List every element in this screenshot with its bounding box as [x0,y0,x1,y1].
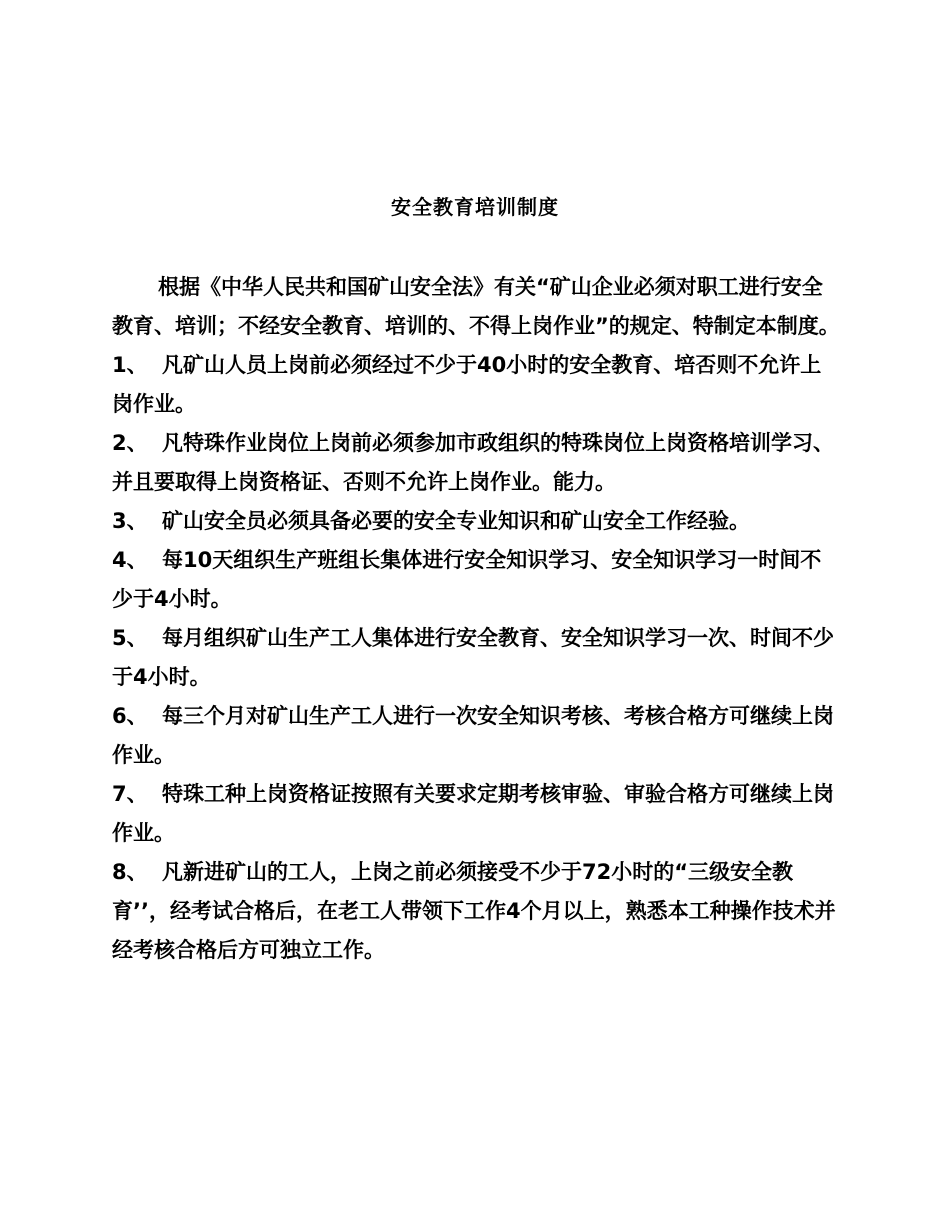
list-item-number: 5、 [112,626,148,650]
list-item-number: 1、 [112,353,148,377]
list-item-text: 每三个月对矿山生产工人进行一次安全知识考核、考核合格方可继续上岗作业。 [112,704,834,767]
list-item-text: 每10天组织生产班组长集体进行安全知识学习、安全知识学习一时间不少于4小时。 [112,548,822,611]
list-item-4 [112,541,842,619]
list-item-8 [112,853,842,970]
list-item-3 [112,502,842,541]
list-item-number: 2、 [112,431,148,455]
list-item-6 [112,697,842,775]
list-item-text: 凡新进矿山的工人，上岗之前必须接受不少于72小时的“三级安全教育’’，经考试合格后，在老工人带领下工作4个月以上，熟悉本工种操作技术并经考核合格后方可独立工作。 [112,860,836,962]
document-title: 安全教育培训制度 [391,195,559,219]
list-item-text: 每月组织矿山生产工人集体进行安全教育、安全知识学习一次、时间不少于4小时。 [112,626,834,689]
intro-paragraph: 根据《中华人民共和国矿山安全法》有关“矿山企业必须对职工进行安全教育、培训；不经安全教育、培训的、不得上岗作业”的规定、特制定本制度。 [112,275,840,338]
list-item-5 [112,619,842,697]
list-item-number: 7、 [112,782,148,806]
list-item-number: 4、 [112,548,148,572]
list-item-number: 8、 [112,860,148,884]
list-item-text: 凡特珠作业岗位上岗前必须参加市政组织的特珠岗位上岗资格培训学习、并且要取得上岗资格证、否则不允许上岗作业。能力。 [112,431,834,494]
list-item-7 [112,775,842,853]
document-body [112,268,842,970]
list-item-text: 特珠工种上岗资格证按照有关要求定期考核审验、审验合格方可继续上岗作业。 [112,782,834,845]
list-item-1 [112,346,842,424]
list-item-number: 6、 [112,704,148,728]
list-item-text: 矿山安全员必须具备必要的安全专业知识和矿山安全工作经验。 [162,509,750,533]
list-item-text: 凡矿山人员上岗前必须经过不少于40小时的安全教育、培否则不允许上岗作业。 [112,353,822,416]
list-item-number: 3、 [112,509,148,533]
list-item-2 [112,424,842,502]
